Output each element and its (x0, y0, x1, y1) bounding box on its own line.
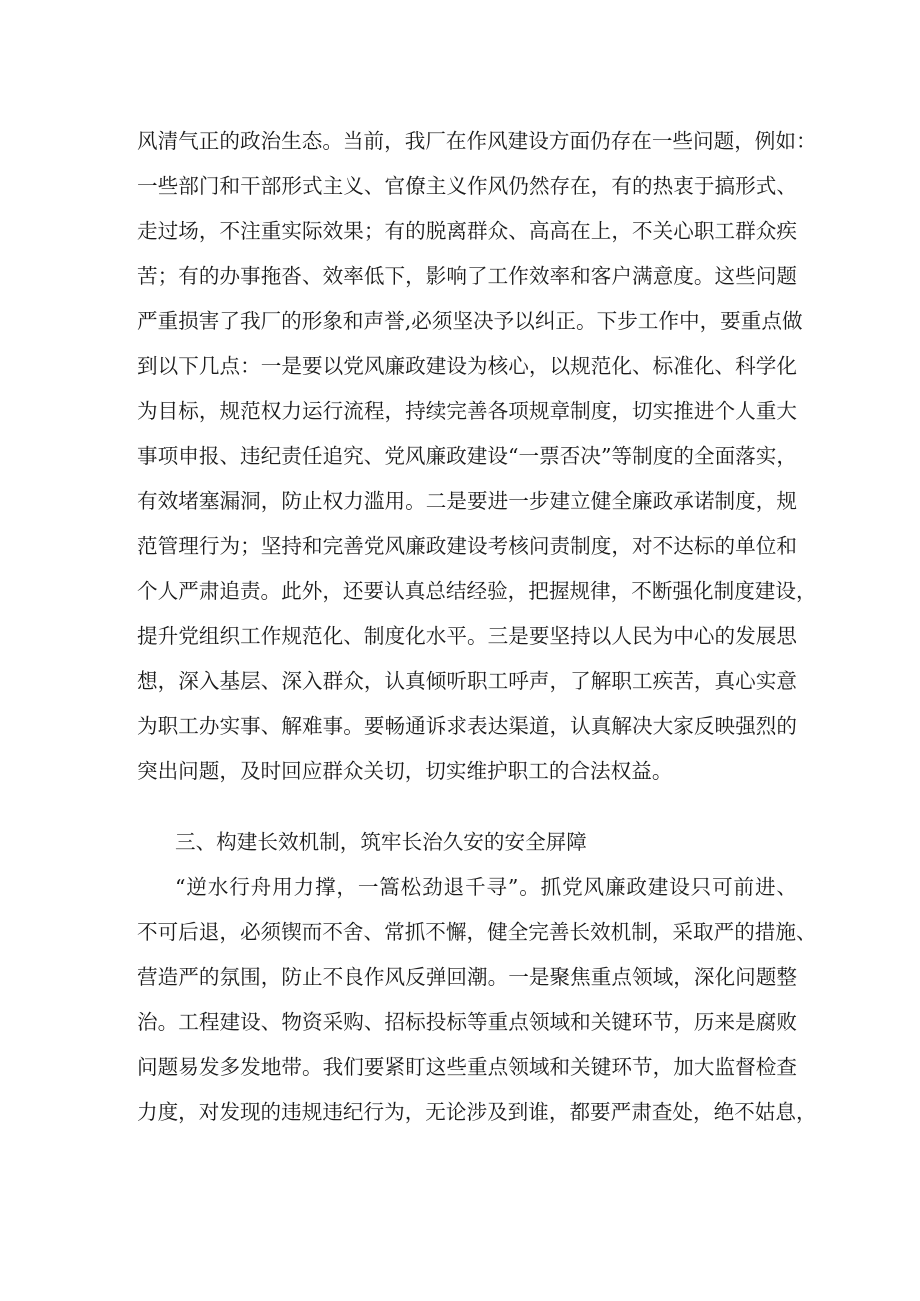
text-line: 突出问题，及时回应群众关切，切实维护职工的合法权益。 (137, 759, 673, 783)
text-line: 为目标，规范权力运行流程，持续完善各项规章制度，切实推进个人重大 (137, 399, 797, 423)
text-line: 一些部门和干部形式主义、官僚主义作风仍然存在，有的热衷于搞形式、 (137, 174, 797, 198)
text-line: 有效堵塞漏洞，防止权力滥用。二是要进一步建立健全廉政承诺制度，规 (137, 489, 797, 513)
text-line: 风清气正的政治生态。当前，我厂在作风建设方面仍存在一些问题，例如： (137, 129, 817, 153)
text-line: 走过场，不注重实际效果；有的脱离群众、高高在上，不关心职工群众疾 (137, 219, 797, 243)
text-line: 力度，对发现的违规违纪行为，无论涉及到谁，都要严肃查处，绝不姑息， (137, 1100, 817, 1124)
text-line: 想，深入基层、深入群众，认真倾听职工呼声，了解职工疾苦，真心实意 (137, 669, 797, 693)
text-line: 提升党组织工作规范化、制度化水平。三是要坚持以人民为中心的发展思 (137, 624, 797, 648)
text-line: 苦；有的办事拖沓、效率低下，影响了工作效率和客户满意度。这些问题 (137, 264, 797, 288)
text-line: 严重损害了我厂的形象和声誉,必须坚决予以纠正。下步工作中，要重点做 (137, 309, 803, 333)
text-line: 事项申报、违纪责任追究、党风廉政建设“一票否决”等制度的全面落实， (137, 444, 797, 468)
text-line: 到以下几点：一是要以党风廉政建设为核心，以规范化、标准化、科学化 (137, 354, 797, 378)
text-line: 问题易发多发地带。我们要紧盯这些重点领域和关键环节，加大监督检查 (137, 1055, 797, 1079)
text-line: 治。工程建设、物资采购、招标投标等重点领域和关键环节，历来是腐败 (137, 1010, 797, 1034)
text-line: “逆水行舟用力撑，一篙松劲退千寻”。抓党风廉政建设只可前进、 (175, 875, 797, 899)
text-line: 营造严的氛围，防止不良作风反弹回潮。一是聚焦重点领域，深化问题整 (137, 965, 797, 989)
text-line: 个人严肃追责。此外，还要认真总结经验，把握规律，不断强化制度建设， (137, 579, 817, 603)
section-heading: 三、构建长效机制，筑牢长治久安的安全屏障 (175, 830, 587, 854)
text-line: 为职工办实事、解难事。要畅通诉求表达渠道，认真解决大家反映强烈的 (137, 714, 797, 738)
text-line: 范管理行为；坚持和完善党风廉政建设考核问责制度，对不达标的单位和 (137, 534, 797, 558)
text-line: 不可后退，必须锲而不舍、常抓不懈，健全完善长效机制，采取严的措施、 (137, 920, 817, 944)
